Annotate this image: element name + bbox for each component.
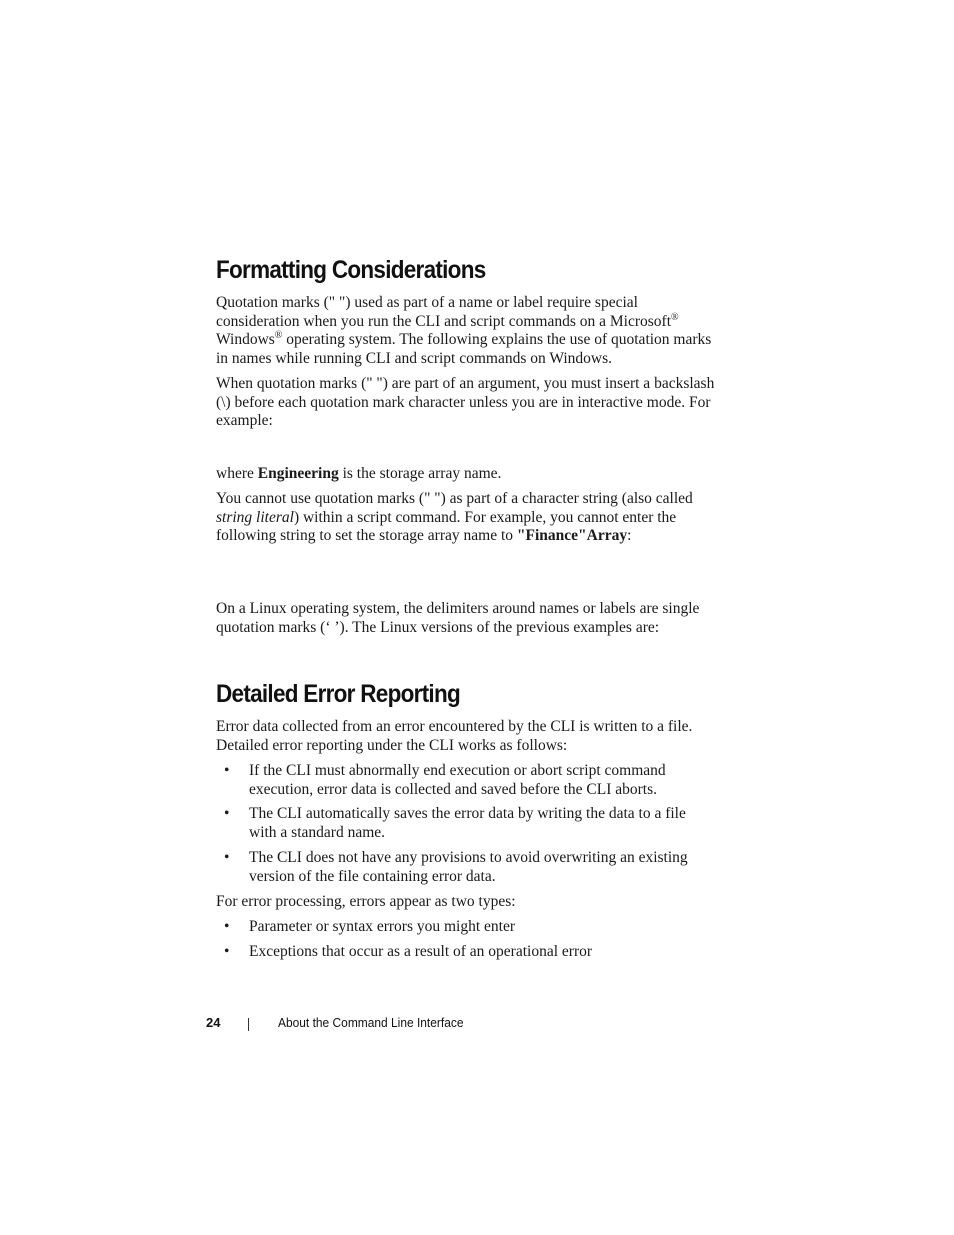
text-run: where [216,465,258,482]
list-item-text: The CLI does not have any provisions to avoid overwriting an existing version of the file containing error data. [249,849,688,885]
footer-divider [248,1018,249,1031]
paragraph-quotation-marks [216,294,716,368]
italic-term: string literal [216,508,294,526]
paragraph-string-literal [216,490,716,546]
list-item-text: Exceptions that occur as a result of an operational error [249,943,593,960]
page-number: 24 [206,1015,221,1030]
paragraph-engineering [216,465,716,484]
text-run: operating system. The following explains the use of quotation marks in names while running CLI and script commands on Windows. [216,331,712,367]
bullet-marker: • [224,943,230,960]
text-run: Windows [216,331,275,349]
paragraph-backslash: When quotation marks (" ") are part of an argument, you must insert a backslash (\) before each quotation mark character unless you are in interactive mode. For example: [216,375,715,430]
bold-term: "Finance"Array [516,527,628,545]
bullet-marker: • [224,849,230,866]
list-item-text: The CLI automatically saves the error data by writing the data to a file with a standard name. [249,805,686,841]
paragraph-error-data: Error data collected from an error encountered by the CLI is written to a file. Detailed error reporting under the CLI works as follows: [216,718,693,754]
section-heading-error-reporting: Detailed Error Reporting [216,680,461,708]
section-heading-formatting: Formatting Considerations [216,256,486,284]
text-run: ) within a script command. For example, you cannot enter the following string to set the storage array name to [216,508,677,545]
text-run: You cannot use quotation marks (" ") as part of a character string (also called [216,490,693,507]
paragraph-linux: On a Linux operating system, the delimiters around names or labels are single quotation marks (‘ ’). The Linux versions of the previous examples are: [216,600,700,636]
text-run: : [627,527,632,545]
bullet-marker: • [224,805,230,822]
registered-mark: ® [671,311,679,323]
list-item-text: Parameter or syntax errors you might enter [249,918,515,935]
registered-mark: ® [274,330,283,342]
bold-term: Engineering [257,465,339,482]
bullet-marker: • [224,918,230,935]
text-run: is the storage array name. [338,465,502,482]
list-item-text: If the CLI must abnormally end execution or abort script command execution, error data is collected and saved before the CLI aborts. [249,762,666,798]
paragraph-error-types: For error processing, errors appear as two types: [216,893,516,910]
bullet-marker: • [224,762,230,779]
text-run: Quotation marks (" ") used as part of a name or label require special consideration when you run the CLI and script commands on a Microsoft [216,294,671,330]
footer-chapter-title: About the Command Line Interface [278,1015,464,1030]
